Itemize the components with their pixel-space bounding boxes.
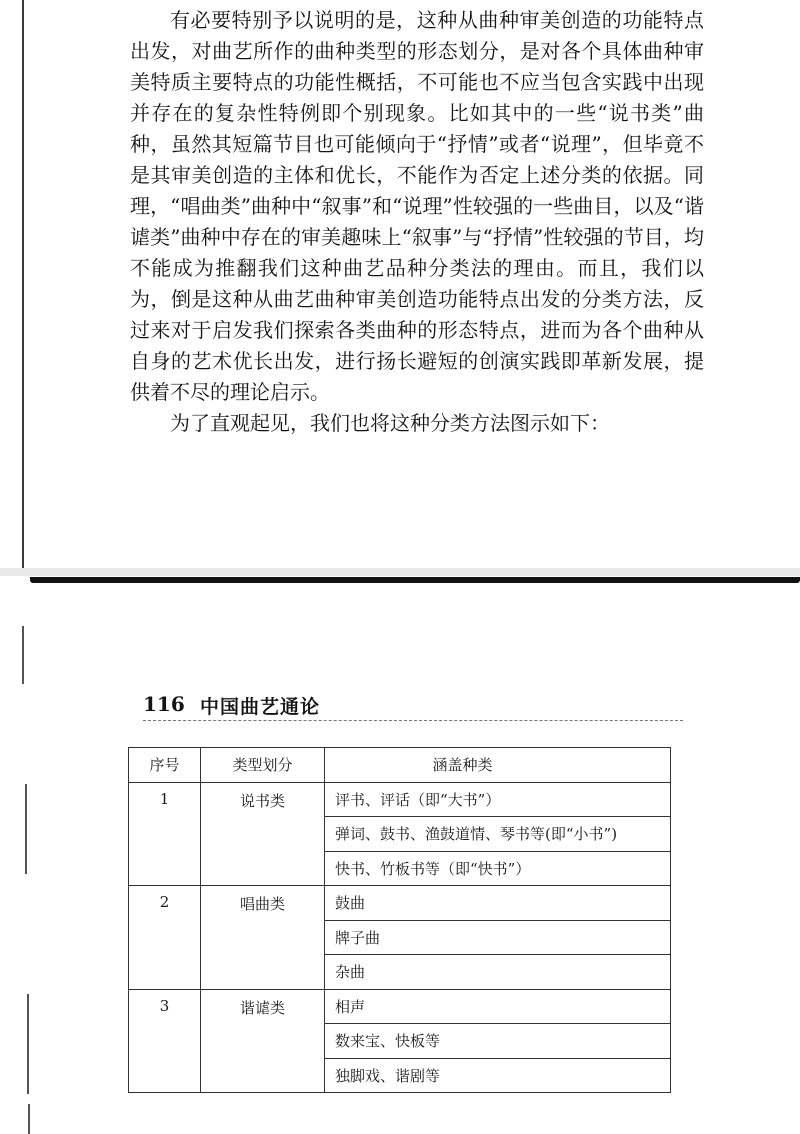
book-title: 中国曲艺通论 [200,696,321,718]
paragraph-classification-note: 有必要特别予以说明的是，这种从曲种审美创造的功能特点出发，对曲艺所作的曲种类型的形态划分，是对各个具体曲种审美特质主要特点的功能性概括，不可能也不应当包含实践中出现并存在的复杂性特例即个别现象。比如其中的一些“说书类”曲种，虽然其短篇节目也可能倾向于“抒情”或者“说理”，但毕竟不是其审美创造的主体和优长，不能作为否定上述分类的依据。同理，“唱曲类”曲种中“叙事”和“说理”性较强的一些曲目，以及“谐谑类”曲种中存在的审美趣味上“叙事”与“抒情”性较强的节目，均不能成为推翻我们这种曲艺品种分类法的理由。而且，我们以为，倒是这种从曲艺曲种审美创造功能特点出发的分类方法，反过来对于启发我们探索各类曲种的形态特点，进而为各个曲种从自身的艺术优长出发，进行扬长避短的创演实践即革新发展，提供着不尽的理论启示。 [130,8,704,404]
coverage-item: 牌子曲 [325,920,671,955]
coverage-item: 弹词、鼓书、渔鼓道情、琴书等(即“小书”) [325,817,671,852]
header-number: 序号 [129,748,201,783]
page-gap [0,568,800,576]
header-coverage-label: 涵盖种类 [432,756,493,775]
header-coverage [325,748,671,783]
scan-edge-mark [25,784,27,874]
coverage-item: 快书、竹板书等（即“快书”） [325,851,671,886]
binding-edge-line [22,0,24,568]
coverage-item: 鼓曲 [325,886,671,921]
header-rule [143,720,683,721]
header-type: 类型划分 [201,748,325,783]
group-type: 唱曲类 [201,886,325,990]
group-number: 2 [129,886,201,990]
classification-table [128,747,671,1093]
coverage-item: 相声 [325,989,671,1024]
table-row [129,886,671,921]
paragraph-diagram-intro: 为了直观起见，我们也将这种分类方法图示如下： [170,411,610,435]
coverage-item: 杂曲 [325,955,671,990]
group-number: 1 [129,782,201,886]
page-separator-rule [30,577,800,583]
lower-page [0,584,800,1134]
page-number: 116 [143,692,185,716]
table-header-row [129,748,671,783]
body-text [130,0,704,439]
scan-edge-mark [27,994,29,1094]
coverage-item: 评书、评话（即“大书”） [325,782,671,817]
group-type: 谐谑类 [201,989,325,1093]
scan-edge-mark [22,626,24,684]
coverage-item: 独脚戏、谐剧等 [325,1058,671,1093]
scan-edge-mark [28,1104,30,1134]
running-head [143,692,703,722]
table-row [129,782,671,817]
group-number: 3 [129,989,201,1093]
group-type: 说书类 [201,782,325,886]
table-row [129,989,671,1024]
coverage-item: 数来宝、快板等 [325,1024,671,1059]
